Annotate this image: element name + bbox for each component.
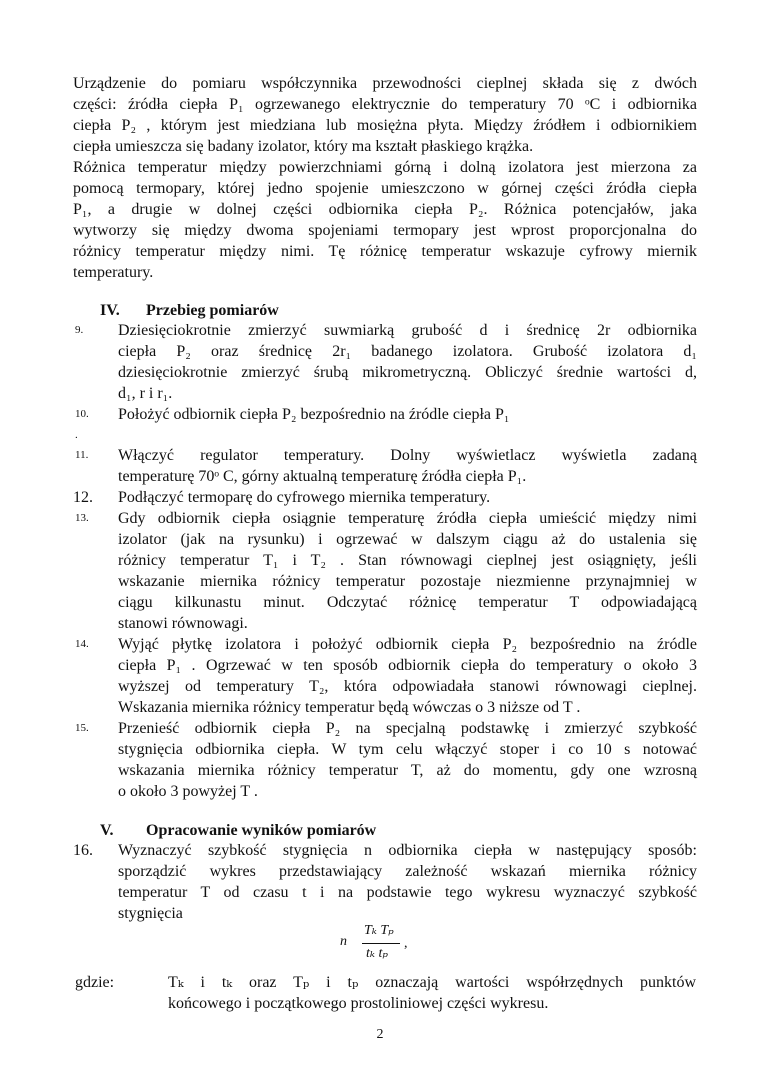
- text-line: Urządzenie do pomiaru współczynnika przewodności cieplnej składa się z dwóch: [73, 75, 697, 92]
- text-line: o około 3 powyżej T .: [118, 783, 258, 800]
- text-line: pomocą termopary, której jedno spojenie umieszczono w górnej części źródła ciepła: [73, 180, 697, 197]
- text-line: sporządzić wykres przedstawiający zależność wskazań miernika różnicy: [118, 863, 697, 880]
- text-line: temperatur T od czasu t i na podstawie tego wykresu wyznaczyć szybkość: [118, 884, 697, 901]
- list-item: [73, 508, 697, 634]
- text-line: Włączyć regulator temperatury. Dolny wyświetlacz wyświetla zadaną: [118, 447, 697, 464]
- text-line: izolator (jak na rysunku) i ogrzewać w dalszym ciągu aż do ustalenia się: [118, 531, 697, 548]
- list-item: [73, 320, 697, 404]
- list-number: 11.: [75, 449, 89, 461]
- text-line: P₁, a drugie w dolnej części odbiornika ciepła P₂. Różnica potencjałów, jaka: [73, 201, 697, 218]
- list-number: 12.: [73, 489, 93, 506]
- text-line: [118, 425, 697, 446]
- text-line: różnicy temperatur T₁ i T₂ . Stan równowagi cieplnej jest osiągnięty, jeśli: [118, 552, 697, 569]
- list-item: [73, 445, 697, 487]
- text-line: temperatury.: [73, 264, 154, 281]
- section-number: V.: [100, 822, 114, 839]
- text-line: końcowego i początkowego prostoliniowej części wykresu.: [168, 995, 549, 1012]
- list-item: [73, 634, 697, 718]
- section-heading-iv: [100, 300, 279, 321]
- formula-numerator: Tₖ Tₚ: [364, 923, 394, 938]
- text-line: Wskazania miernika różnicy temperatur będą wówczas o 3 niższe od T .: [118, 699, 581, 716]
- formula-lhs: n: [340, 934, 347, 949]
- text-line: Podłączyć termoparę do cyfrowego miernika temperatury.: [118, 489, 491, 506]
- section-title: Przebieg pomiarów: [146, 302, 279, 319]
- list-number: 16.: [73, 842, 93, 859]
- text-line: ciepła umieszcza się badany izolator, który ma kształt płaskiego krążka.: [73, 138, 534, 155]
- text-line: Różnica temperatur między powierzchniami górną i dolną izolatora jest mierzona za: [73, 159, 697, 176]
- text-line: wskazania miernika różnicy temperatur T, aż do momentu, gdy one wzrosną: [118, 762, 697, 779]
- text-line: d₁, r i r₁.: [118, 385, 173, 402]
- text-line: Gdy odbiornik ciepła osiągnie temperaturę źródła ciepła umieścić między nimi: [118, 510, 697, 527]
- text-line: Dziesięciokrotnie zmierzyć suwmiarką grubość d i średnicę 2r odbiornika: [118, 322, 697, 339]
- text-line: ciepła P₁ . Ogrzewać w ten sposób odbiornik ciepła do temperatury o około 3: [118, 657, 697, 674]
- text-line: Wyznaczyć szybkość stygnięcia n odbiornika ciepła w następujący sposób:: [118, 842, 697, 859]
- section-title: Opracowanie wyników pomiarów: [146, 822, 377, 839]
- text-line: wytworzy się między dwoma spojeniami termopary jest wprost proporcjonalna do: [73, 222, 697, 239]
- text-line: Położyć odbiornik ciepła P₂ bezpośrednio na źródle ciepła P₁: [118, 406, 510, 423]
- list-item-16: [73, 840, 697, 924]
- formula-denominator: tₖ tₚ: [366, 946, 388, 961]
- formula-comma: ,: [404, 936, 408, 951]
- list-number: 9.: [75, 324, 84, 336]
- text-line: wskazanie miernika różnicy temperatur pozostaje niezmienne przynajmniej w: [118, 573, 697, 590]
- text-line: części: źródła ciepła P₁ ogrzewanego elektrycznie do temperatury 70 ᵒC i odbiornika: [73, 96, 697, 113]
- text-line: Wyjąć płytkę izolatora i położyć odbiornik ciepła P₂ bezpośrednio na źródle: [118, 636, 697, 653]
- section-number: IV.: [100, 302, 120, 319]
- list-item: [73, 487, 697, 508]
- text-line: Przenieść odbiornik ciepła P₂ na specjalną podstawkę i zmierzyć szybkość: [118, 720, 697, 737]
- text-line: ciepła P₂ , którym jest miedziana lub mosiężna płyta. Między źródłem i odbiornikiem: [73, 117, 697, 134]
- list-number: 14.: [75, 638, 89, 650]
- text-line: ciągu kilkunastu minut. Odczytać różnicę temperatur T odpowiadającą: [118, 594, 697, 611]
- text-line: różnicy temperatur między nimi. Tę różnicę temperatur wskazuje cyfrowy miernik: [73, 243, 697, 260]
- list-number: 13.: [75, 512, 89, 524]
- page-number: 2: [376, 1027, 384, 1042]
- text-line: ciepła P₂ oraz średnicę 2r₁ badanego izolatora. Grubość izolatora d₁: [118, 343, 697, 360]
- list-number: 15.: [75, 722, 89, 734]
- list-item: [73, 425, 697, 446]
- text-line: stygnięcia odbiornika ciepła. W tym celu włączyć stoper i co 10 s notować: [118, 741, 697, 758]
- list-number: .: [75, 429, 78, 441]
- text-line: wyższej od temperatury T₂, która odpowiadała stanowi równowagi cieplnej.: [118, 678, 697, 695]
- text-line: dziesięciokrotnie zmierzyć śrubą mikrometryczną. Obliczyć średnie wartości d,: [118, 364, 697, 381]
- intro-paragraph: [73, 73, 697, 283]
- cooling-rate-formula: [340, 922, 440, 966]
- text-line: stanowi równowagi.: [118, 615, 248, 632]
- fraction-bar: [362, 943, 400, 944]
- text-line: Tₖ i tₖ oraz Tₚ i tₚ oznaczają wartości współrzędnych punktów: [168, 974, 696, 991]
- where-label: gdzie:: [75, 974, 115, 991]
- list-item: [73, 718, 697, 802]
- text-line: temperaturę 70ᵒ C, górny aktualną temperaturę źródła ciepła P₁.: [118, 468, 527, 485]
- list-item: [73, 404, 697, 425]
- text-line: stygnięcia: [118, 905, 183, 922]
- where-explanation: [168, 972, 696, 1014]
- list-number: 10.: [75, 408, 89, 420]
- section-heading-v: [100, 820, 376, 841]
